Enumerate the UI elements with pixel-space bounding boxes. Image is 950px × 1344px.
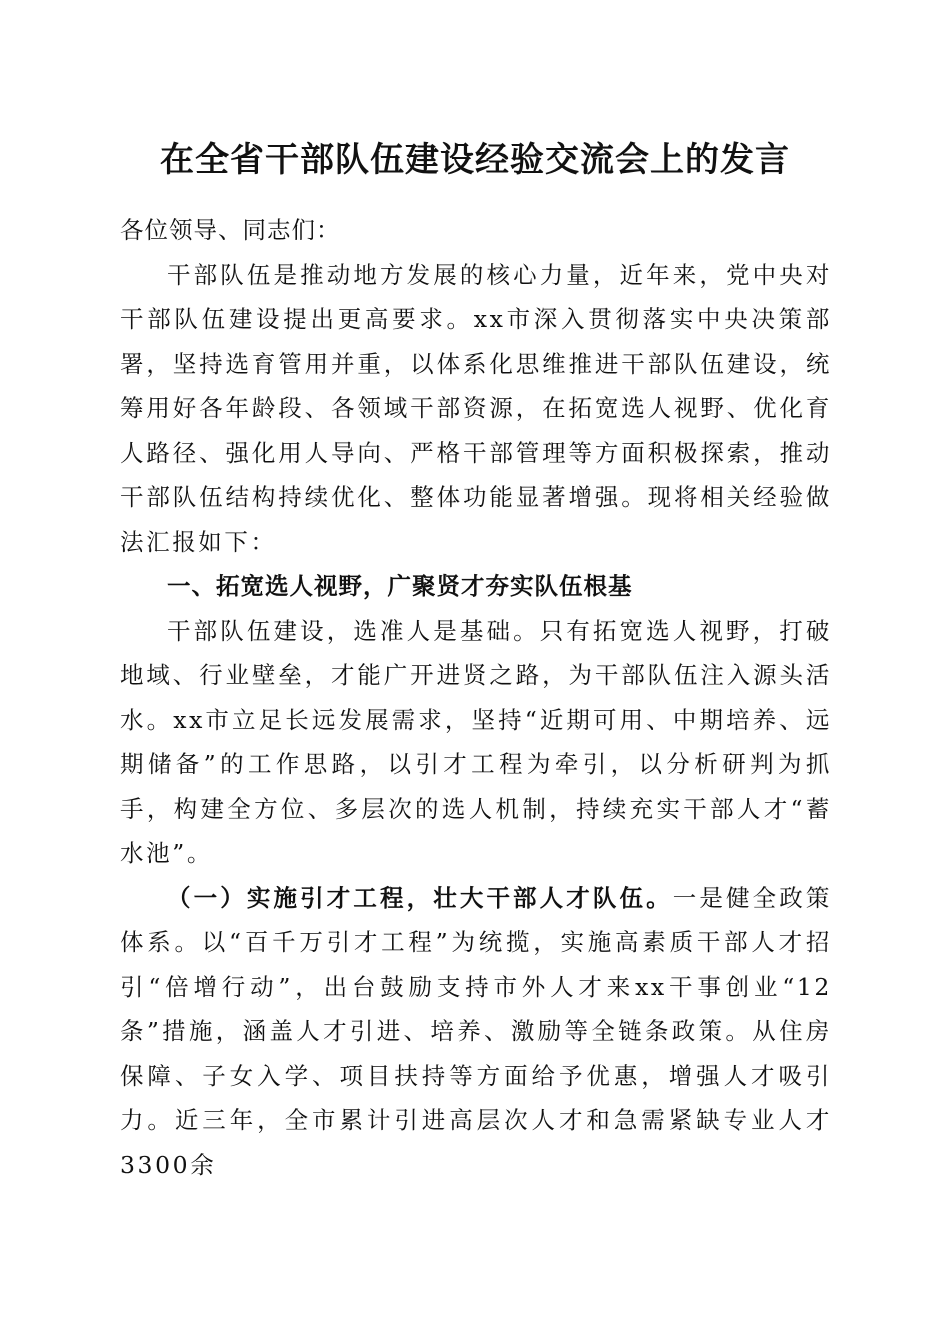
section-heading: 一、拓宽选人视野，广聚贤才夯实队伍根基 (167, 572, 633, 600)
subsection-text: 一是健全政策体系。以“百千万引才工程”为统揽，实施高素质干部人才招引“倍增行动”，出台鼓励支持市外人才来xx干事创业“12条”措施，涵盖人才引进、培养、激励等全链条政策。从住房保障、子女入学、项目扶持等方面给予优惠，增强人才吸引力。近三年，全市累计引进高层次人才和急需紧缺专业人才3300余 (120, 883, 832, 1179)
document-title: 在全省干部队伍建设经验交流会上的发言 (160, 140, 790, 180)
salutation: 各位领导、同志们： (120, 216, 341, 244)
section-paragraph: 干部队伍建设，选准人是基础。只有拓宽选人视野，打破地域、行业壁垒，才能广开进贤之路，为干部队伍注入源头活水。xx市立足长远发展需求，坚持“近期可用、中期培养、远期储备”的工作思路，以引才工程为牵引，以分析研判为抓手，构建全方位、多层次的选人机制，持续充实干部人才“蓄水池”。 (120, 616, 832, 867)
document-body (120, 208, 832, 1187)
intro-paragraph: 干部队伍是推动地方发展的核心力量，近年来，党中央对干部队伍建设提出更高要求。xx市深入贯彻落实中央决策部署，坚持选育管用并重，以体系化思维推进干部队伍建设，统筹用好各年龄段、各领域干部资源，在拓宽选人视野、优化育人路径、强化用人导向、严格干部管理等方面积极探索，推动干部队伍结构持续优化、整体功能显著增强。现将相关经验做法汇报如下： (120, 260, 832, 556)
subsection-paragraph (120, 876, 832, 1188)
subsection-lead: （一）实施引才工程，壮大干部人才队伍。 (167, 883, 673, 912)
